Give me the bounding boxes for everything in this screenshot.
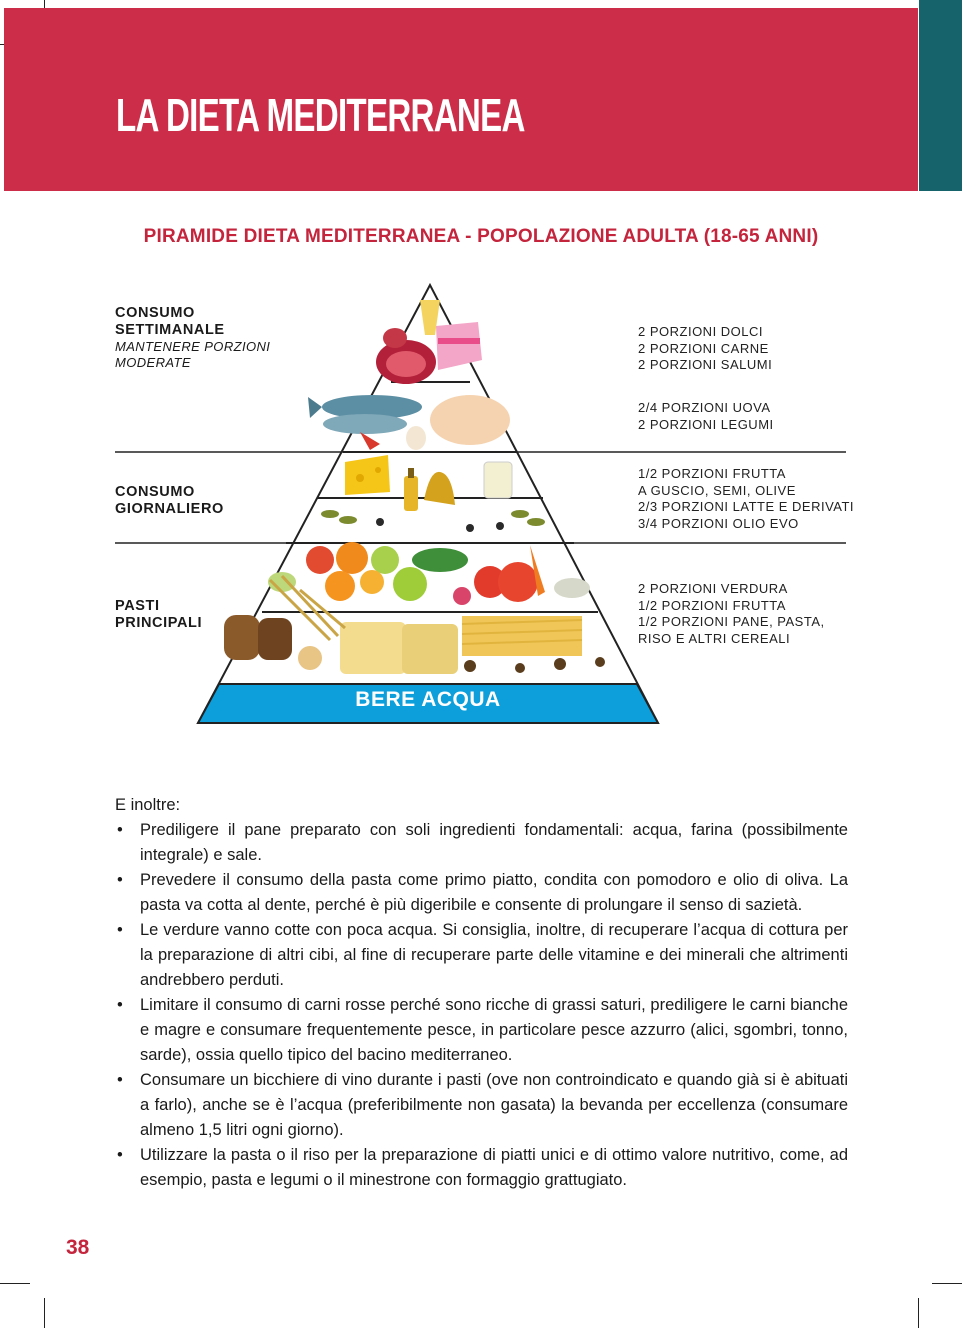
portion-line: 2 PORZIONI SALUMI bbox=[638, 357, 773, 372]
sweets-meat-illustration bbox=[376, 300, 482, 384]
portions-weekly-b bbox=[638, 400, 774, 433]
tier-weekly-heading-2: SETTIMANALE bbox=[115, 322, 225, 338]
tier-daily-heading-1: CONSUMO bbox=[115, 484, 195, 500]
fish-chicken-illustration bbox=[308, 395, 510, 450]
page-title: LA DIETA MEDITERRANEA bbox=[116, 89, 525, 141]
portion-line: 1/2 PORZIONI FRUTTA bbox=[638, 466, 786, 481]
tier-daily-heading-2: GIORNALIERO bbox=[115, 501, 224, 517]
page-number: 38 bbox=[66, 1236, 90, 1259]
body-text bbox=[115, 793, 848, 1193]
crop-mark-bottom-right-v bbox=[918, 1298, 919, 1328]
tier-weekly-sub-2: MODERATE bbox=[115, 355, 191, 370]
list-item: • Limitare il consumo di carni rosse perché sono ricche di grassi saturi, prediligere le carni bianche e magre e consumare frequentemente pesce, in particolare pesce azzurro (alici, sgombri, tonno, sarde), ossia quello tipico del bacino mediterraneo. bbox=[115, 993, 848, 1068]
pyramid-title: PIRAMIDE DIETA MEDITERRANEA - POPOLAZIONE ADULTA (18-65 ANNI) bbox=[143, 226, 819, 247]
portion-line: 2 PORZIONI LEGUMI bbox=[638, 416, 774, 432]
list-item: • Utilizzare la pasta o il riso per la preparazione di piatti unici e di ottimo valore nutritivo, come, ad esempio, pasta e legumi o il minestrone con formaggio grattugiato. bbox=[115, 1143, 848, 1193]
portion-line: 2/3 PORZIONI LATTE E DERIVATI bbox=[638, 499, 855, 514]
portion-line: 2 PORZIONI VERDURA bbox=[638, 581, 788, 596]
portion-line: 1/2 PORZIONI FRUTTA bbox=[638, 597, 786, 613]
portion-line: RISO E ALTRI CEREALI bbox=[638, 630, 791, 646]
list-item: • Le verdure vanno cotte con poca acqua. Si consiglia, inoltre, di recuperare l’acqua di cottura per la preparazione di altri cibi, al fine di recuperare parte delle vitamine e dei minerali che altrimenti andrebbero perduti. bbox=[115, 918, 848, 993]
portion-line: 2/4 PORZIONI UOVA bbox=[638, 400, 771, 415]
list-item: • Prevedere il consumo della pasta come primo piatto, condita con pomodoro e olio di oliva. La pasta va cotta al dente, perché è più digeribile e consente di prolungare il senso di sazietà. bbox=[115, 868, 848, 918]
portion-line: 3/4 PORZIONI OLIO EVO bbox=[638, 515, 799, 531]
advice-list bbox=[115, 818, 848, 1193]
crop-mark-bottom-left-v bbox=[44, 1298, 45, 1328]
crop-mark-bottom-left-h bbox=[0, 1283, 30, 1284]
tier-label-meals bbox=[115, 598, 202, 632]
tier-weekly-heading-1: CONSUMO bbox=[115, 305, 195, 321]
intro-text: E inoltre: bbox=[115, 796, 181, 814]
water-label: BERE ACQUA bbox=[355, 688, 501, 711]
tier-label-daily bbox=[115, 484, 224, 518]
list-item: • Consumare un bicchiere di vino durante i pasti (ove non controindicato e quando già si è abituati a farlo), anche se è l’acqua (preferibilmente non gasata) la bevanda per eccellenza (consumare almeno 1,5 litri ogni giorno). bbox=[115, 1068, 848, 1143]
tier-weekly-sub-1: MANTENERE PORZIONI bbox=[115, 339, 271, 354]
list-item: • Prediligere il pane preparato con soli ingredienti fondamentali: acqua, farina (possibilmente integrale) e sale. bbox=[115, 818, 848, 868]
fruit-vegetables-illustration bbox=[268, 542, 590, 605]
dairy-oil-illustration bbox=[321, 455, 545, 532]
portion-line: 2 PORZIONI DOLCI bbox=[638, 324, 764, 339]
portions-weekly-a bbox=[638, 324, 772, 374]
portion-line: 1/2 PORZIONI PANE, PASTA, bbox=[638, 614, 825, 629]
tier-meals-heading-1: PASTI bbox=[115, 598, 160, 614]
portions-meals bbox=[638, 581, 825, 647]
portion-line: A GUSCIO, SEMI, OLIVE bbox=[638, 482, 796, 498]
portions-daily bbox=[638, 466, 854, 532]
tier-meals-heading-2: PRINCIPALI bbox=[115, 615, 203, 631]
portion-line: 2 PORZIONI CARNE bbox=[638, 340, 769, 356]
crop-mark-bottom-right-h bbox=[932, 1283, 962, 1284]
tier-label-weekly bbox=[115, 305, 270, 371]
